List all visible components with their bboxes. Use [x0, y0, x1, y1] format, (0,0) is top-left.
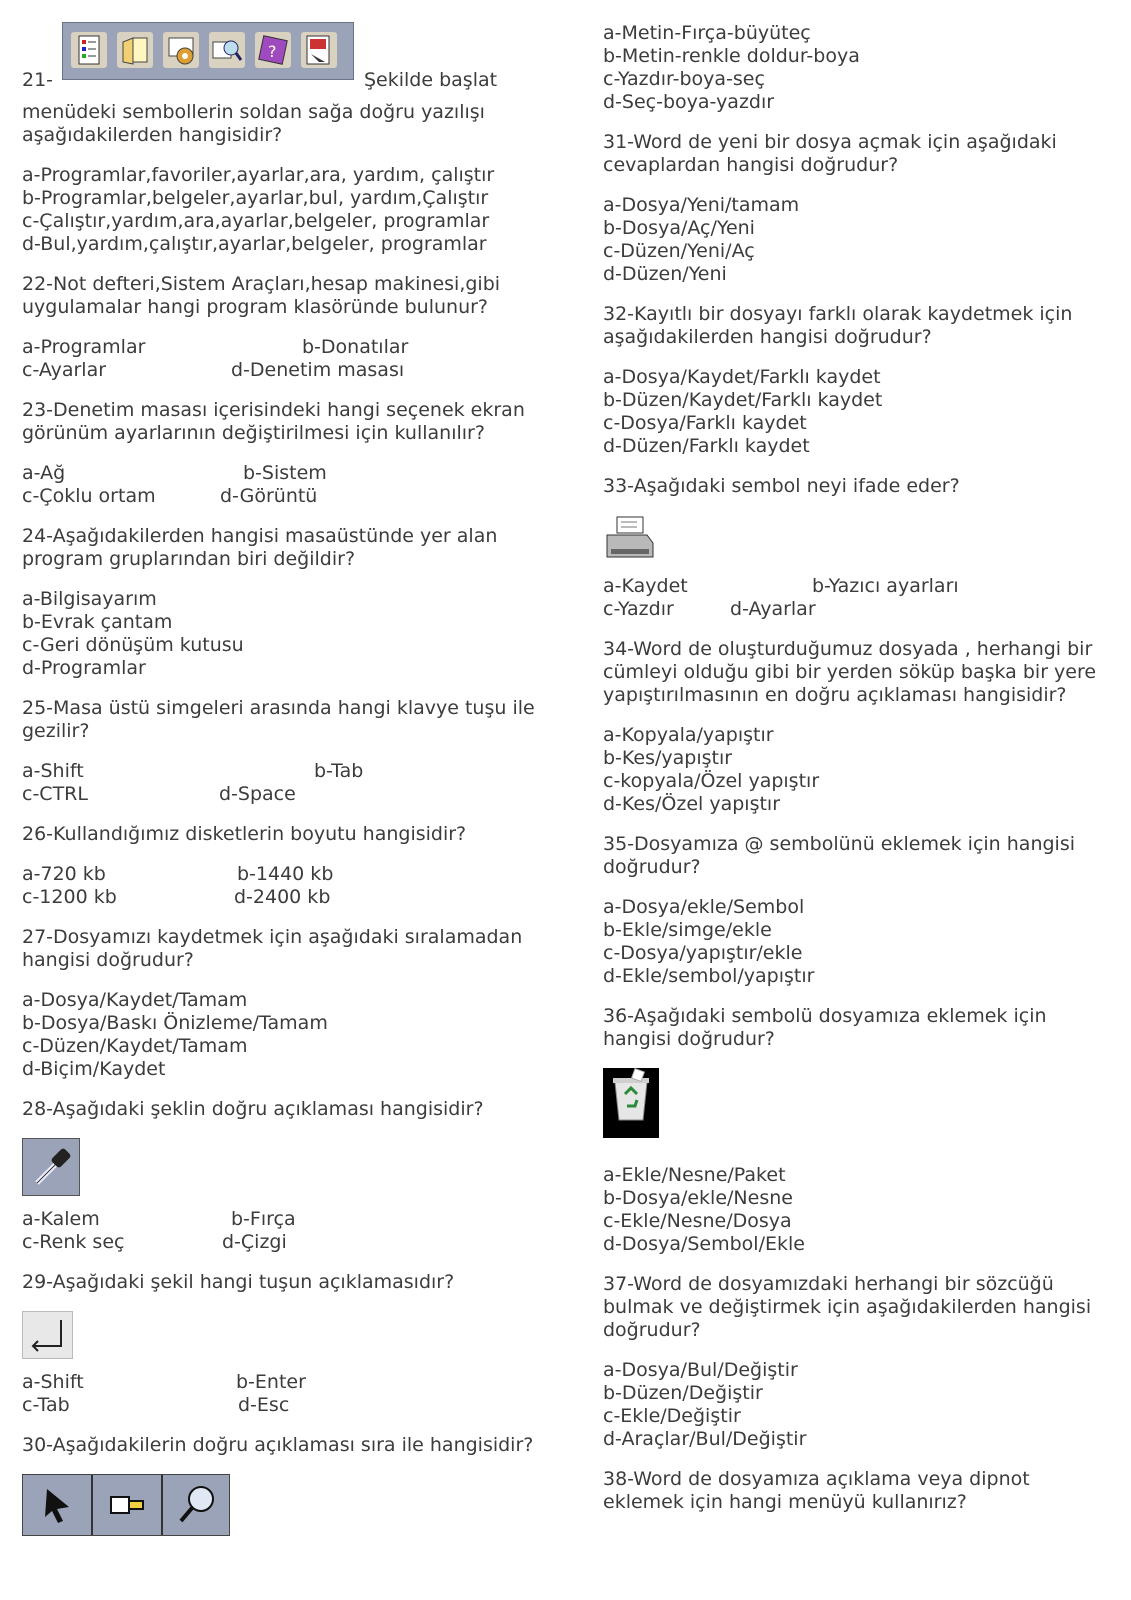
question-28-options — [22, 1208, 542, 1254]
option: b-Yazıcı ayarları — [812, 575, 959, 597]
option: c-Çoklu ortam — [22, 485, 156, 507]
option: b-Fırça — [231, 1208, 296, 1230]
question-22-text: 22-Not defteri,Sistem Araçları,hesap makinesi,gibi uygulamalar hangi program klasöründe bulunur? — [22, 273, 501, 318]
option: b-Ekle/simge/ekle — [603, 919, 772, 941]
option: d-Kes/Özel yapıştır — [603, 793, 781, 815]
question-32-text: 32-Kayıtlı bir dosyayı farklı olarak kaydetmek için aşağıdakilerden hangisi doğrudur? — [603, 303, 1073, 348]
option: a-Shift — [22, 1371, 84, 1393]
option: d-2400 kb — [234, 886, 331, 908]
option: a-Kalem — [22, 1208, 100, 1230]
option: c-Ayarlar — [22, 359, 107, 381]
question-28-text: 28-Aşağıdaki şeklin doğru açıklaması hangisidir? — [22, 1098, 484, 1120]
option: c-kopyala/Özel yapıştır — [603, 770, 820, 792]
option: d-Esc — [238, 1394, 290, 1416]
option: a-Kaydet — [603, 575, 688, 597]
question-36-options — [603, 1164, 1113, 1256]
option: c-Ekle/Nesne/Dosya — [603, 1210, 792, 1232]
option: c-Geri dönüşüm kutusu — [22, 634, 244, 656]
question-38-text: 38-Word de dosyamıza açıklama veya dipnot eklemek için hangi menüyü kullanırız? — [603, 1468, 1030, 1513]
option: c-Yazdır — [603, 598, 674, 620]
question-37-options — [603, 1359, 1113, 1451]
option: b-Kes/yapıştır — [603, 747, 733, 769]
option: c-1200 kb — [22, 886, 117, 908]
option: b-Evrak çantam — [22, 611, 173, 633]
option: c-Dosya/Farklı kaydet — [603, 412, 807, 434]
question-24-options — [22, 588, 542, 680]
option: c-Yazdır-boya-seç — [603, 68, 765, 90]
option: c-Çalıştır,yardım,ara,ayarlar,belgeler, programlar — [22, 210, 490, 232]
question-21-stem — [22, 22, 542, 101]
recycle-bin-icon — [603, 1068, 659, 1138]
option: d-Ayarlar — [730, 598, 816, 620]
option: c-Renk seç — [22, 1231, 125, 1253]
question-32-options — [603, 366, 1113, 458]
question-text: Şekilde başlat — [364, 69, 498, 91]
question-22-options — [22, 336, 542, 382]
question-23-options — [22, 462, 542, 508]
question-29-text: 29-Aşağıdaki şekil hangi tuşun açıklamasıdır? — [22, 1271, 455, 1293]
option: d-Dosya/Sembol/Ekle — [603, 1233, 805, 1255]
option: b-Düzen/Kaydet/Farklı kaydet — [603, 389, 883, 411]
option: c-Düzen/Kaydet/Tamam — [22, 1035, 248, 1057]
magnifier-icon — [163, 1475, 229, 1535]
question-number: 21- — [22, 69, 54, 91]
option: a-Dosya/Kaydet/Farklı kaydet — [603, 366, 881, 388]
option: b-Dosya/Aç/Yeni — [603, 217, 755, 239]
question-27-text: 27-Dosyamızı kaydetmek için aşağıdaki sıralamadan hangisi doğrudur? — [22, 926, 523, 971]
question-24-text: 24-Aşağıdakilerden hangisi masaüstünde yer alan program gruplarından biri değildir? — [22, 525, 498, 570]
option: a-Programlar,favoriler,ayarlar,ara, yardım, çalıştır — [22, 164, 495, 186]
option: d-Bul,yardım,çalıştır,ayarlar,belgeler, programlar — [22, 233, 487, 255]
option: d-Düzen/Yeni — [603, 263, 727, 285]
option: a-Metin-Fırça-büyüteç — [603, 22, 811, 44]
option: b-Dosya/Baskı Önizleme/Tamam — [22, 1012, 328, 1034]
question-26-options — [22, 863, 542, 909]
question-27-options — [22, 989, 542, 1081]
option: a-Shift — [22, 760, 84, 782]
question-34-options — [603, 724, 1113, 816]
option: a-Ekle/Nesne/Paket — [603, 1164, 786, 1186]
option: c-Düzen/Yeni/Aç — [603, 240, 755, 262]
option: b-Programlar,belgeler,ayarlar,bul, yardım,Çalıştır — [22, 187, 489, 209]
eyedropper-icon — [22, 1138, 80, 1196]
option: d-Programlar — [22, 657, 146, 679]
option: d-Seç-boya-yazdır — [603, 91, 775, 113]
option: c-Tab — [22, 1394, 70, 1416]
question-21-options — [22, 164, 542, 256]
option: a-Kopyala/yapıştır — [603, 724, 774, 746]
question-30-options — [603, 22, 1113, 114]
option: b-1440 kb — [237, 863, 334, 885]
option: a-Dosya/Yeni/tamam — [603, 194, 800, 216]
svg-text:?: ? — [268, 42, 277, 61]
option: b-Enter — [236, 1371, 306, 1393]
question-29-options — [22, 1371, 542, 1417]
question-26-text: 26-Kullandığımız disketlerin boyutu hangisidir? — [22, 823, 467, 845]
option: a-720 kb — [22, 863, 106, 885]
question-37-text: 37-Word de dosyamızdaki herhangi bir sözcüğü bulmak ve değiştirmek için aşağıdakilerden hangisi doğrudur? — [603, 1273, 1092, 1341]
option: a-Dosya/Kaydet/Tamam — [22, 989, 248, 1011]
question-36-text: 36-Aşağıdaki sembolü dosyamıza eklemek için hangisi doğrudur? — [603, 1005, 1047, 1050]
option: b-Sistem — [243, 462, 327, 484]
left-column — [22, 22, 542, 1548]
enter-key-icon — [22, 1311, 73, 1359]
question-33-options — [603, 575, 1113, 621]
option: d-Space — [219, 783, 296, 805]
option: b-Tab — [314, 760, 364, 782]
question-23-text: 23-Denetim masası içerisindeki hangi seçenek ekran görünüm ayarlarının değiştirilmesi için kullanılır? — [22, 399, 525, 444]
option: a-Programlar — [22, 336, 146, 358]
option: d-Çizgi — [222, 1231, 287, 1253]
option: d-Düzen/Farklı kaydet — [603, 435, 810, 457]
right-column — [603, 22, 1113, 1531]
option: c-CTRL — [22, 783, 88, 805]
printer-icon — [603, 515, 655, 563]
select-arrow-icon — [23, 1475, 93, 1535]
option: a-Dosya/ekle/Sembol — [603, 896, 805, 918]
option: d-Biçim/Kaydet — [22, 1058, 166, 1080]
question-35-options — [603, 896, 1113, 988]
option: a-Ağ — [22, 462, 66, 484]
option: d-Ekle/sembol/yapıştır — [603, 965, 815, 987]
question-31-options — [603, 194, 1113, 286]
option: b-Düzen/Değiştir — [603, 1382, 763, 1404]
option: d-Araçlar/Bul/Değiştir — [603, 1428, 807, 1450]
question-30-text: 30-Aşağıdakilerin doğru açıklaması sıra ile hangisidir? — [22, 1434, 534, 1456]
option: b-Donatılar — [302, 336, 409, 358]
option: c-Ekle/Değiştir — [603, 1405, 741, 1427]
option: b-Metin-renkle doldur-boya — [603, 45, 860, 67]
option: d-Denetim masası — [231, 359, 405, 381]
option: d-Görüntü — [220, 485, 318, 507]
question-21-text: menüdeki sembollerin soldan sağa doğru yazılışı aşağıdakilerden hangisidir? — [22, 101, 485, 146]
fill-bucket-icon — [93, 1475, 163, 1535]
question-34-text: 34-Word de oluşturduğumuz dosyada , herhangi bir cümleyi olduğu gibi bir yerden söküp başka bir yere yapıştırılmasının en doğru açıklaması hangisidir? — [603, 638, 1097, 706]
option: a-Dosya/Bul/Değiştir — [603, 1359, 798, 1381]
option: b-Dosya/ekle/Nesne — [603, 1187, 793, 1209]
question-25-text: 25-Masa üstü simgeleri arasında hangi klavye tuşu ile gezilir? — [22, 697, 535, 742]
question-25-options — [22, 760, 542, 806]
question-30-toolbar-image — [22, 1474, 230, 1536]
option: a-Bilgisayarım — [22, 588, 157, 610]
question-31-text: 31-Word de yeni bir dosya açmak için aşağıdaki cevaplardan hangisi doğrudur? — [603, 131, 1057, 176]
question-35-text: 35-Dosyamıza @ sembolünü eklemek için hangisi doğrudur? — [603, 833, 1076, 878]
question-33-text: 33-Aşağıdaki sembol neyi ifade eder? — [603, 475, 960, 497]
option: c-Dosya/yapıştır/ekle — [603, 942, 803, 964]
